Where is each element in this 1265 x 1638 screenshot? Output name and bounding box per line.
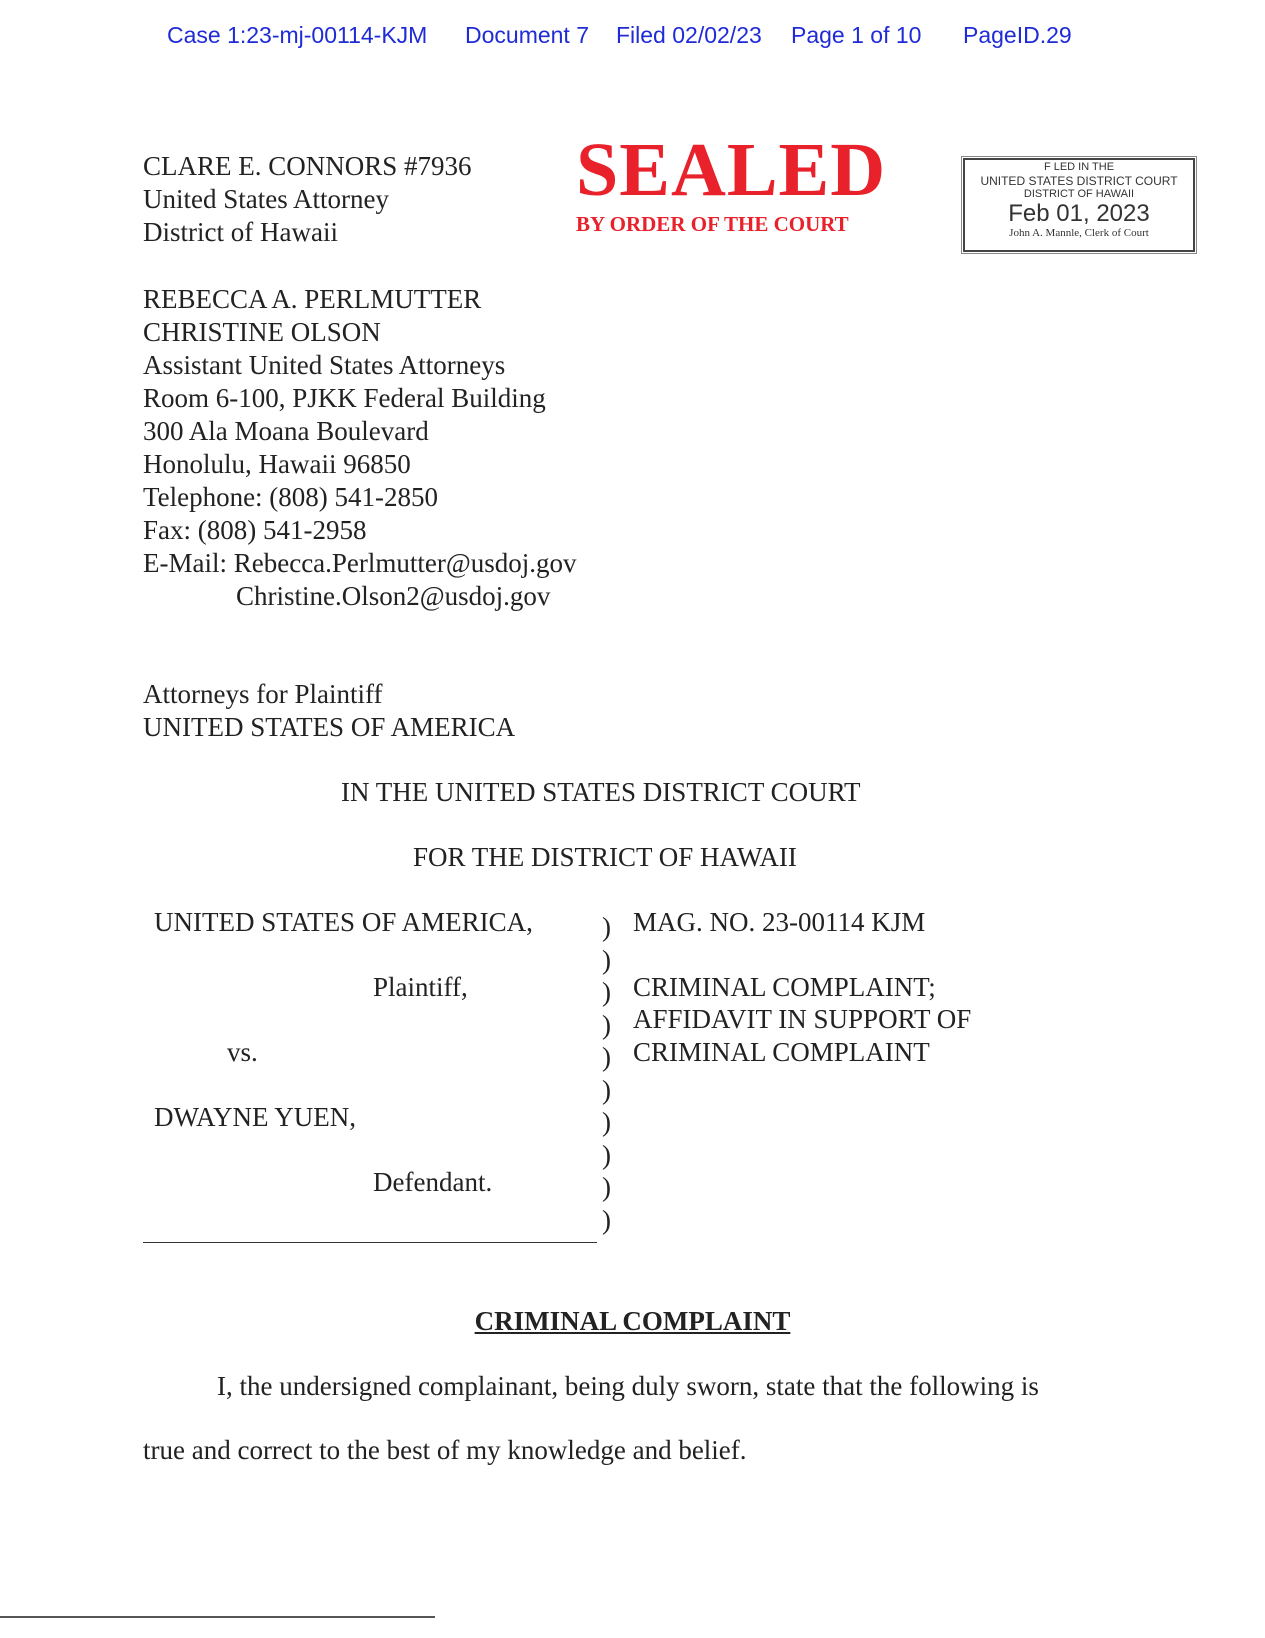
attorney-title: United States Attorney: [143, 184, 389, 214]
paren: ): [602, 1107, 611, 1137]
telephone: Telephone: (808) 541-2850: [143, 482, 439, 512]
attorneys-for-party: UNITED STATES OF AMERICA: [143, 712, 516, 742]
caption-vs: vs.: [227, 1037, 258, 1067]
court-name: IN THE UNITED STATES DISTRICT COURT: [341, 777, 861, 807]
case-number: Case 1:23-mj-00114-KJM: [167, 22, 428, 48]
paren: ): [602, 912, 611, 942]
caption-plaintiff-role: Plaintiff,: [373, 972, 468, 1002]
filed-stamp-line1: F LED IN THE: [1043, 161, 1115, 173]
caption-defendant-role: Defendant.: [373, 1167, 493, 1197]
attorneys-for: Attorneys for Plaintiff: [143, 679, 383, 709]
paren: ): [602, 1042, 611, 1072]
filed-stamp-line3: DISTRICT OF HAWAII: [1023, 188, 1135, 200]
paren: ): [602, 977, 611, 1007]
assistant-attorney-2: CHRISTINE OLSON: [143, 317, 381, 347]
filed-stamp-clerk: John A. Mannle, Clerk of Court: [1009, 227, 1149, 239]
magistrate-number: MAG. NO. 23-00114 KJM: [633, 907, 926, 937]
page-id: PageID.29: [963, 22, 1072, 48]
filed-stamp-date: Feb 01, 2023: [1008, 200, 1150, 227]
sealed-stamp-subtitle: BY ORDER OF THE COURT: [576, 212, 849, 236]
caption-underline: [143, 1242, 597, 1243]
paren: ): [602, 1074, 611, 1105]
document-title-line2: AFFIDAVIT IN SUPPORT OF: [633, 1004, 972, 1034]
caption-defendant-name: DWAYNE YUEN,: [154, 1102, 356, 1132]
assistant-attorney-1: REBECCA A. PERLMUTTER: [143, 284, 482, 314]
filed-date: Filed 02/02/23: [616, 22, 762, 48]
paren: ): [602, 944, 611, 975]
fax: Fax: (808) 541-2958: [143, 515, 367, 545]
body-paragraph-line1: I, the undersigned complainant, being duly sworn, state that the following is: [217, 1371, 1039, 1401]
footnote-divider: [0, 1616, 435, 1618]
sealed-stamp-title: SEALED: [576, 128, 887, 212]
caption-plaintiff-name: UNITED STATES OF AMERICA,: [154, 907, 533, 937]
address-line-3: Honolulu, Hawaii 96850: [143, 449, 411, 479]
attorney-name: CLARE E. CONNORS #7936: [143, 151, 472, 181]
caption-parentheses: [602, 911, 622, 1236]
court-district: FOR THE DISTRICT OF HAWAII: [413, 842, 797, 872]
filed-stamp: [963, 158, 1195, 252]
filed-stamp-line2: UNITED STATES DISTRICT COURT: [980, 174, 1178, 188]
paren: ): [602, 1172, 611, 1202]
attorney-district: District of Hawaii: [143, 217, 338, 247]
email-2: Christine.Olson2@usdoj.gov: [236, 581, 551, 611]
email-1: E-Mail: Rebecca.Perlmutter@usdoj.gov: [143, 548, 577, 578]
section-heading: CRIMINAL COMPLAINT: [474, 1306, 791, 1336]
page-number: Page 1 of 10: [791, 22, 922, 48]
body-paragraph-line2: true and correct to the best of my knowledge and belief.: [143, 1435, 747, 1465]
address-line-2: 300 Ala Moana Boulevard: [143, 416, 429, 446]
paren: ): [602, 1139, 611, 1170]
document-title-line1: CRIMINAL COMPLAINT;: [633, 972, 936, 1002]
document-title-line3: CRIMINAL COMPLAINT: [633, 1037, 930, 1067]
assistant-attorneys-title: Assistant United States Attorneys: [143, 350, 506, 380]
paren: ): [602, 1204, 611, 1235]
address-line-1: Room 6-100, PJKK Federal Building: [143, 383, 546, 413]
document-number: Document 7: [465, 22, 590, 48]
paren: ): [602, 1009, 611, 1040]
